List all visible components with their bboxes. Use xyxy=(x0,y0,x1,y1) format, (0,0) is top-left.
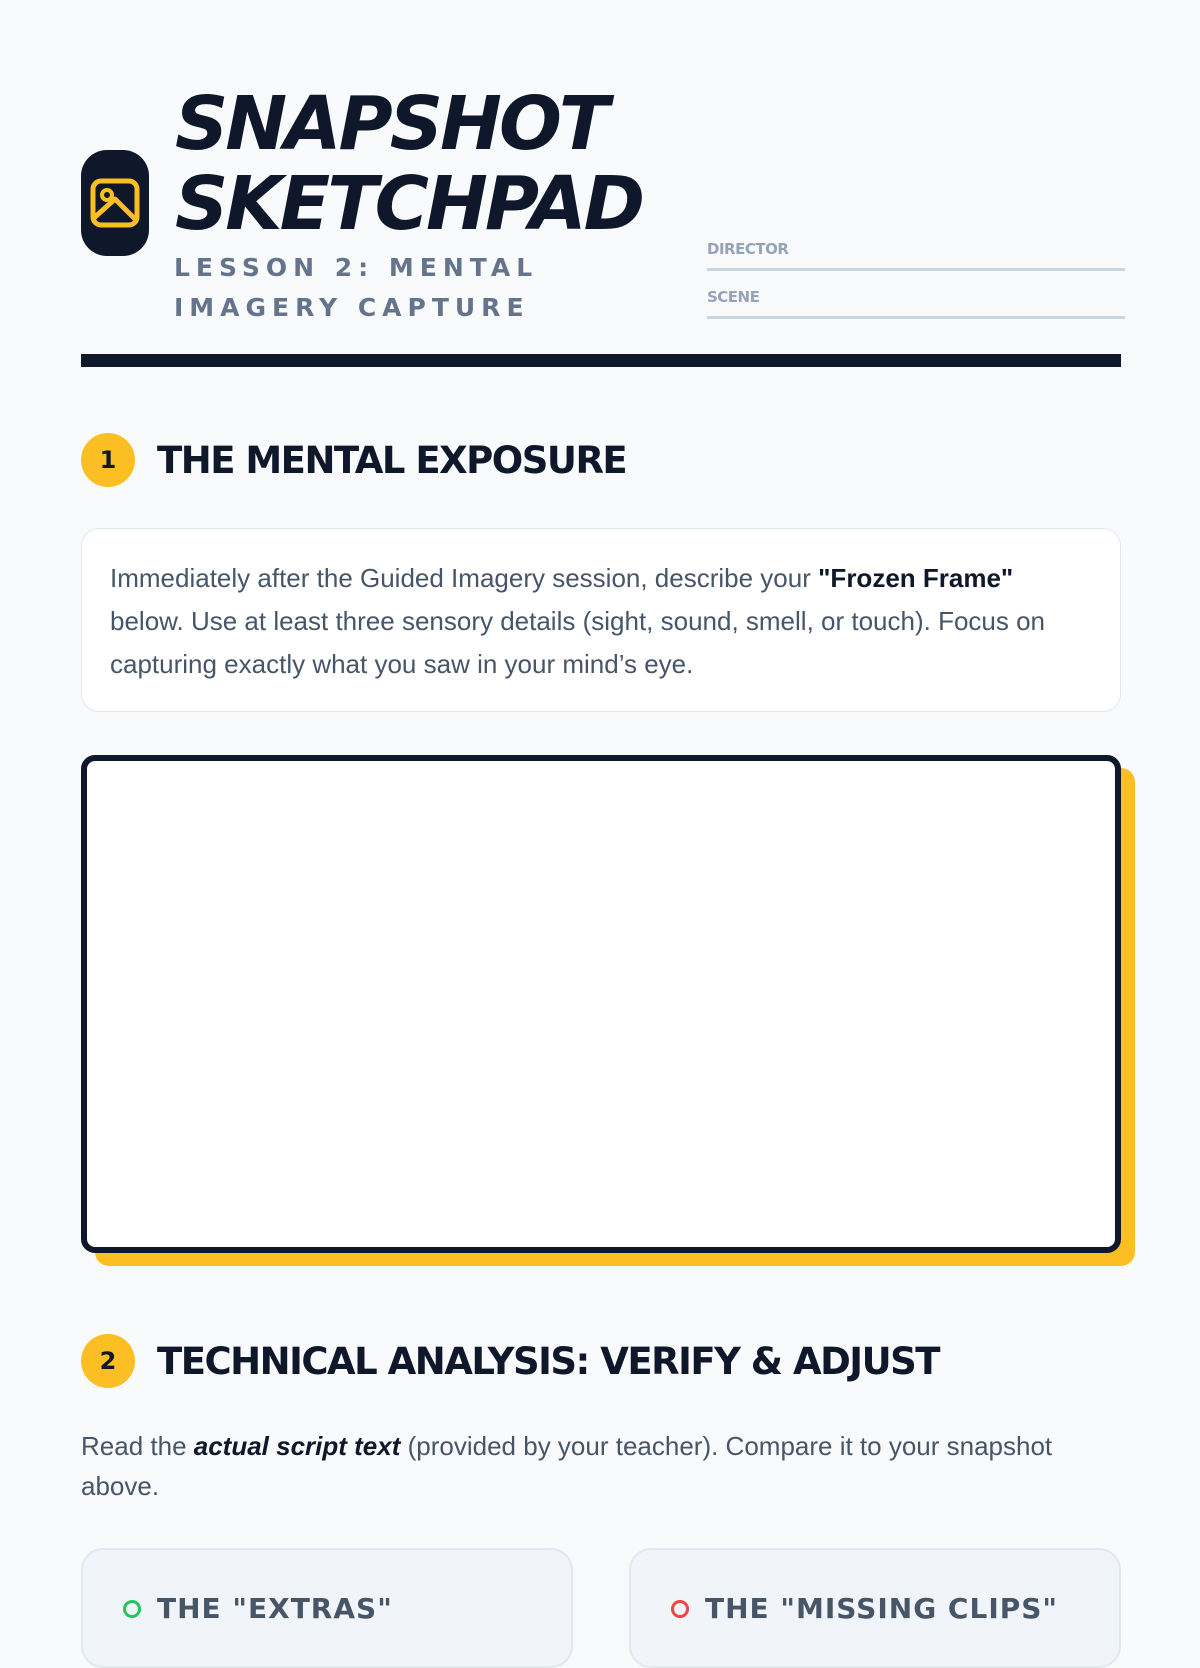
director-input[interactable] xyxy=(707,268,1125,271)
worksheet-page xyxy=(81,0,1121,1625)
page-title xyxy=(175,81,643,247)
scene-label: SCENE xyxy=(707,288,760,306)
extras-card-title: THE "EXTRAS" xyxy=(157,1592,393,1625)
instruction-text: Immediately after the Guided Imagery session, describe your xyxy=(110,563,819,593)
logo-badge xyxy=(81,150,149,256)
section-2-instructions xyxy=(81,1426,1121,1506)
section-1-title: THE MENTAL EXPOSURE xyxy=(157,438,627,482)
instruction-emphasis: "Frozen Frame" xyxy=(818,563,1014,593)
title-line-1: SNAPSHOT xyxy=(175,81,607,167)
section-2-title: TECHNICAL ANALYSIS: VERIFY & ADJUST xyxy=(157,1339,940,1383)
instruction-text-end: below. Use at least three sensory details (sight, sound, smell, or touch). Focus on capturing exactly what you saw in your mind’s eye. xyxy=(110,606,1046,679)
director-field xyxy=(707,236,1125,284)
worksheet-header xyxy=(81,0,1121,368)
section-2-text-start: Read the xyxy=(81,1431,194,1461)
frozen-frame-response[interactable] xyxy=(81,755,1121,1253)
minus-circle-icon xyxy=(671,1600,689,1618)
plus-circle-icon xyxy=(123,1600,141,1618)
lesson-subtitle: LESSON 2: MENTAL IMAGERY CAPTURE xyxy=(174,253,539,322)
director-label: DIRECTOR xyxy=(707,240,789,258)
extras-card-header xyxy=(123,1592,393,1625)
section-1-heading xyxy=(81,433,626,487)
missing-clips-card-header xyxy=(671,1592,1058,1625)
title-line-2: SKETCHPAD xyxy=(175,161,643,247)
scene-input[interactable] xyxy=(707,316,1125,319)
instruction-box xyxy=(81,528,1121,712)
scene-field xyxy=(707,284,1125,332)
meta-fields xyxy=(707,236,1125,332)
extras-card xyxy=(81,1548,573,1668)
section-2-heading xyxy=(81,1334,939,1388)
section-2-emphasis: actual script text xyxy=(193,1431,401,1461)
image-icon xyxy=(87,175,143,231)
missing-clips-card-title: THE "MISSING CLIPS" xyxy=(705,1592,1059,1625)
header-divider xyxy=(81,354,1121,367)
step-number-badge: 1 xyxy=(81,433,135,487)
section-2-text-end: (provided by your teacher). Compare it to your snapshot above. xyxy=(81,1431,1053,1501)
step-number-badge: 2 xyxy=(81,1334,135,1388)
missing-clips-card xyxy=(629,1548,1121,1668)
